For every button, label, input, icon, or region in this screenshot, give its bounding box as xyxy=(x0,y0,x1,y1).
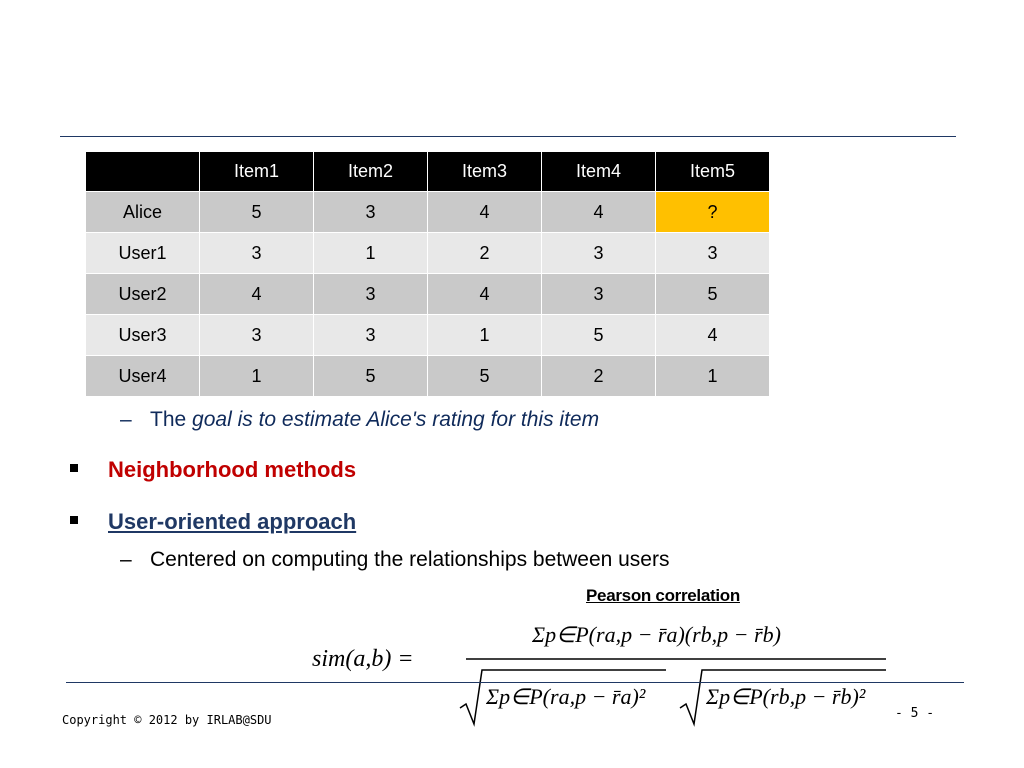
table-cell: 5 xyxy=(428,356,542,397)
table-header-row xyxy=(86,152,770,192)
pearson-formula xyxy=(310,612,900,732)
table-cell: 5 xyxy=(200,192,314,233)
header-cell xyxy=(86,152,200,192)
bottom-rule xyxy=(66,682,964,683)
ratings-table xyxy=(85,151,770,397)
row-label: User4 xyxy=(86,356,200,397)
table-cell: 2 xyxy=(428,233,542,274)
dash-marker: – xyxy=(120,548,132,571)
relationships-sub-bullet xyxy=(120,548,669,572)
table-cell: 4 xyxy=(428,192,542,233)
table-cell: 1 xyxy=(200,356,314,397)
table-row xyxy=(86,233,770,274)
table-cell: 5 xyxy=(542,315,656,356)
table-cell: 1 xyxy=(656,356,770,397)
pearson-correlation-label: Pearson correlation xyxy=(586,586,740,605)
table-cell: 3 xyxy=(200,233,314,274)
unknown-rating-cell: ? xyxy=(656,192,770,233)
table-cell: 4 xyxy=(656,315,770,356)
table-cell: 1 xyxy=(428,315,542,356)
formula-denominator-left: Σp∈P(ra,p − r̄a)² xyxy=(486,684,646,709)
row-label: User3 xyxy=(86,315,200,356)
goal-prefix: The xyxy=(150,408,193,431)
table-cell: 4 xyxy=(542,192,656,233)
table-cell: 1 xyxy=(314,233,428,274)
page-number: - 5 - xyxy=(895,706,935,721)
formula-denominator-right: Σp∈P(rb,p − r̄b)² xyxy=(706,684,866,709)
header-cell: Item3 xyxy=(428,152,542,192)
table-row xyxy=(86,192,770,233)
bullet-text: User-oriented approach xyxy=(108,509,357,534)
table-cell: 4 xyxy=(428,274,542,315)
table-cell: 4 xyxy=(200,274,314,315)
row-label: User1 xyxy=(86,233,200,274)
copyright-footer: Copyright © 2012 by IRLAB@SDU xyxy=(62,713,272,727)
table-cell: 2 xyxy=(542,356,656,397)
table-cell: 3 xyxy=(656,233,770,274)
square-bullet-icon xyxy=(70,464,78,472)
header-cell: Item4 xyxy=(542,152,656,192)
table-cell: 5 xyxy=(314,356,428,397)
formula-lhs: sim(a,b) = xyxy=(312,646,414,672)
table-cell: 3 xyxy=(314,192,428,233)
table-row xyxy=(86,315,770,356)
table-cell: 3 xyxy=(314,315,428,356)
square-bullet-icon xyxy=(70,516,78,524)
goal-emphasis: goal is to estimate Alice's rating for this item xyxy=(192,408,600,431)
table-cell: 5 xyxy=(656,274,770,315)
bullet-user-oriented-approach xyxy=(70,509,356,535)
header-cell: Item1 xyxy=(200,152,314,192)
row-label: Alice xyxy=(86,192,200,233)
table-cell: 3 xyxy=(314,274,428,315)
header-cell: Item2 xyxy=(314,152,428,192)
top-rule xyxy=(60,136,956,137)
table-cell: 3 xyxy=(542,233,656,274)
goal-sub-bullet xyxy=(120,408,599,432)
table-row xyxy=(86,356,770,397)
bullet-neighborhood-methods xyxy=(70,457,356,483)
formula-numerator: Σp∈P(ra,p − r̄a)(rb,p − r̄b) xyxy=(532,622,781,647)
row-label: User2 xyxy=(86,274,200,315)
sub-bullet-text: Centered on computing the relationships between users xyxy=(150,548,670,571)
dash-marker: – xyxy=(120,408,132,431)
table-row xyxy=(86,274,770,315)
header-cell: Item5 xyxy=(656,152,770,192)
table-cell: 3 xyxy=(200,315,314,356)
table-cell: 3 xyxy=(542,274,656,315)
bullet-text: Neighborhood methods xyxy=(108,457,357,482)
